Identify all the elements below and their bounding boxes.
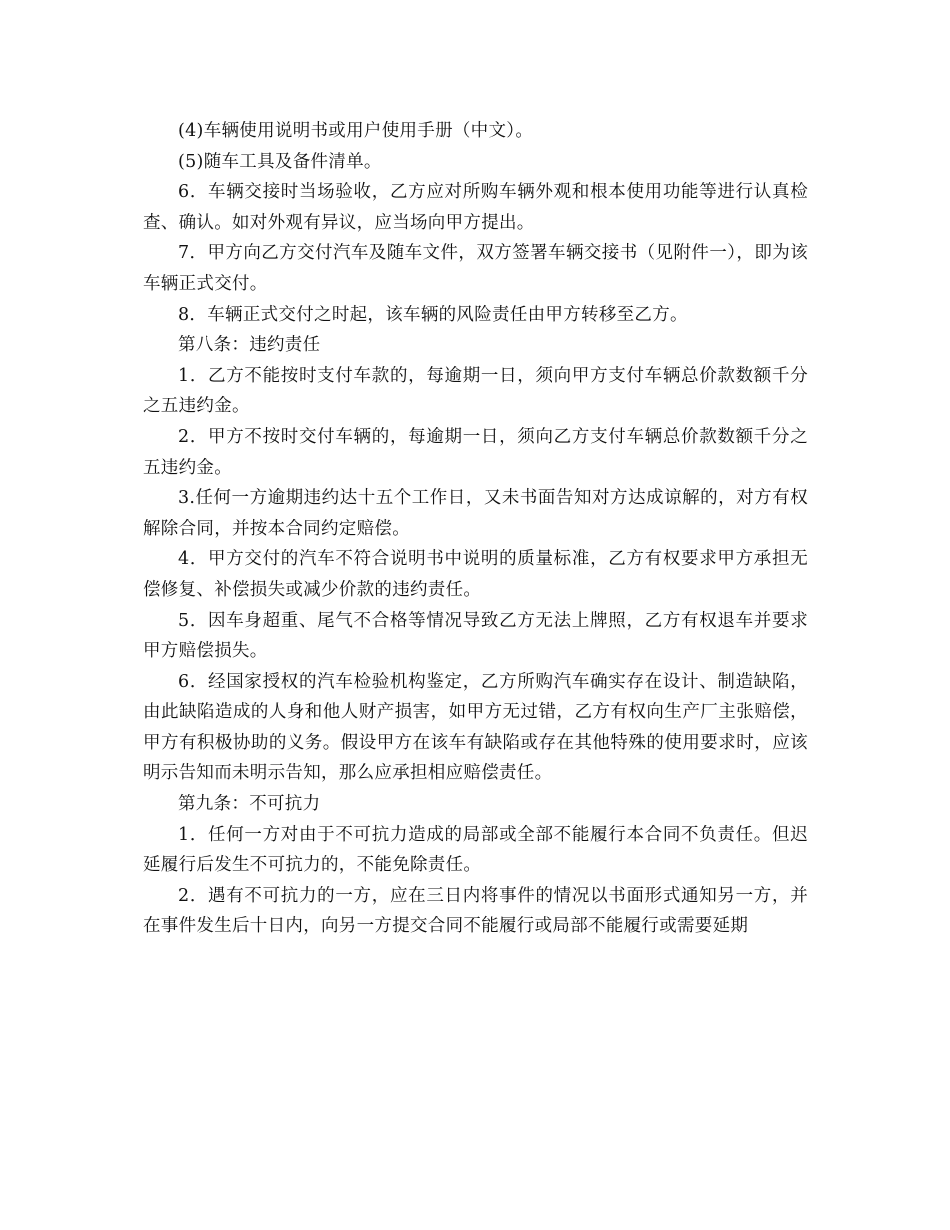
- paragraph-clause-7: 7．甲方向乙方交付汽车及随车文件，双方签署车辆交接书（见附件一），即为该车辆正式交付。: [143, 243, 808, 294]
- paragraph-breach-6: 6．经国家授权的汽车检验机构鉴定，乙方所购汽车确实存在设计、制造缺陷，由此缺陷造成的人身和他人财产损害，如甲方无过错，乙方有权向生产厂主张赔偿，甲方有积极协助的义务。假设甲方在该车有缺陷或存在其他特殊的使用要求时，应该明示告知而未明示告知，那么应承担相应赔偿责任。: [143, 671, 808, 784]
- paragraph-clause-8: 8．车辆正式交付之时起，该车辆的风险责任由甲方转移至乙方。: [178, 304, 688, 325]
- paragraph-breach-4: 4．甲方交付的汽车不符合说明书中说明的质量标准，乙方有权要求甲方承担无偿修复、补偿损失或减少价款的违约责任。: [143, 549, 808, 600]
- section-heading-article-9: 第九条：不可抗力: [178, 794, 321, 815]
- paragraph-clause-6: 6．车辆交接时当场验收，乙方应对所购车辆外观和根本使用功能等进行认真检查、确认。如对外观有异议，应当场向甲方提出。: [143, 182, 808, 233]
- paragraph-breach-5: 5．因车身超重、尾气不合格等情况导致乙方无法上牌照，乙方有权退车并要求甲方赔偿损失。: [143, 610, 808, 662]
- paragraph-breach-1: 1．乙方不能按时支付车款的，每逾期一日，须向甲方支付车辆总价款数额千分之五违约金。: [143, 365, 808, 417]
- paragraph-item-5: (5)随车工具及备件清单。: [178, 151, 382, 172]
- document-body: [143, 116, 808, 942]
- paragraph-item-4: (4)车辆使用说明书或用户使用手册（中文）。: [178, 121, 534, 141]
- paragraph-breach-3: 3.任何一方逾期违约达十五个工作日，又未书面告知对方达成谅解的，对方有权解除合同，并按本合同约定赔偿。: [143, 488, 808, 539]
- paragraph-force-majeure-1: 1．任何一方对由于不可抗力造成的局部或全部不能履行本合同不负责任。但迟延履行后发生不可抗力的，不能免除责任。: [143, 824, 808, 876]
- paragraph-force-majeure-2: 2．遇有不可抗力的一方，应在三日内将事件的情况以书面形式通知另一方，并在事件发生后十日内，向另一方提交合同不能履行或局部不能履行或需要延期: [143, 885, 808, 937]
- paragraph-breach-2: 2．甲方不按时交付车辆的，每逾期一日，须向乙方支付车辆总价款数额千分之五违约金。: [143, 426, 808, 478]
- section-heading-article-8: 第八条：违约责任: [178, 335, 321, 356]
